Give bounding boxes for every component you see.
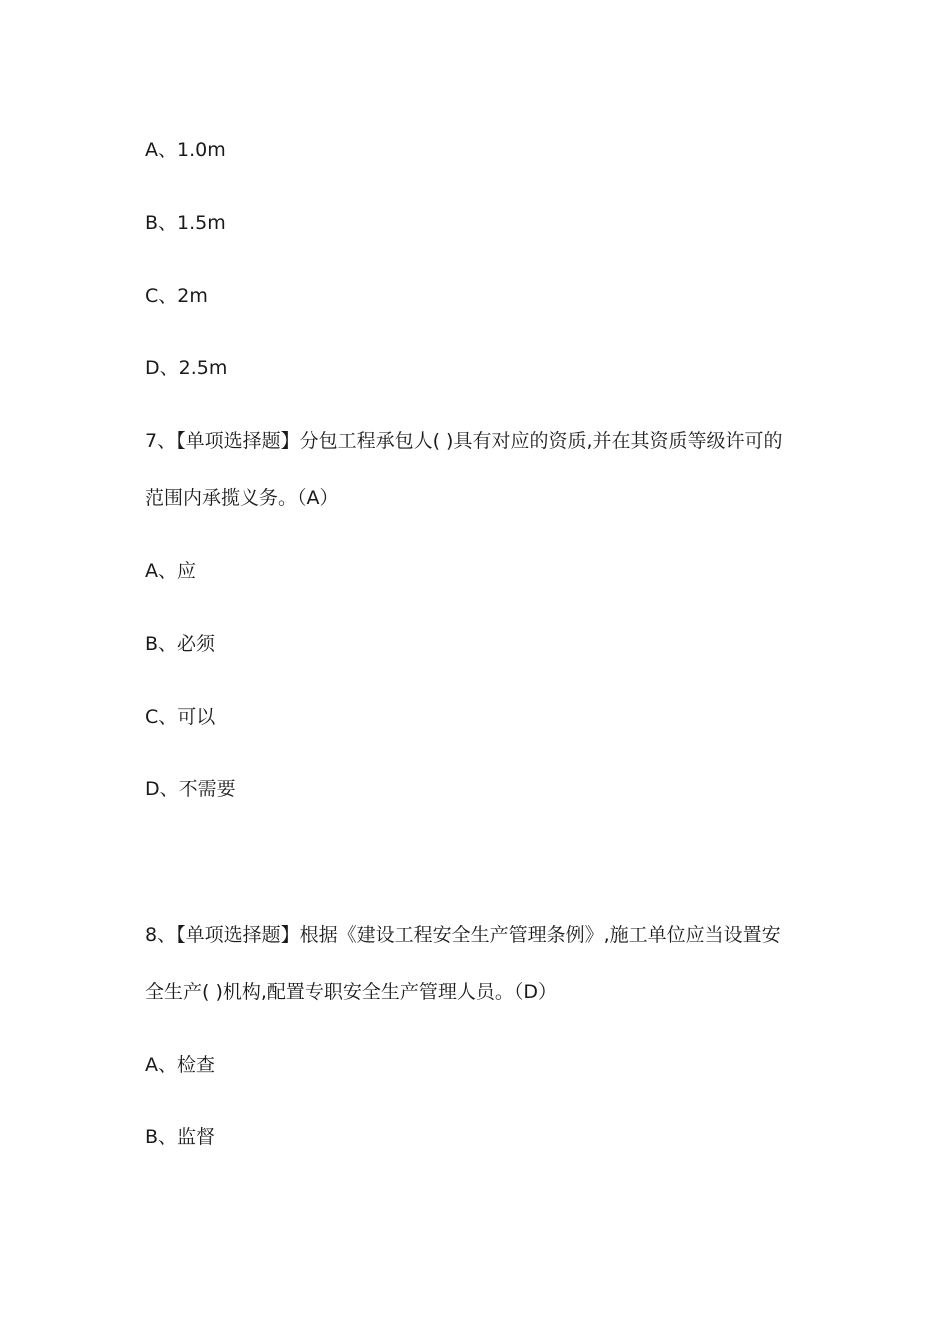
q7-question-line-1: 7、【单项选择题】分包工程承包人( )具有对应的资质,并在其资质等级许可的	[145, 430, 783, 452]
q6-option-b: B、1.5m	[145, 212, 226, 234]
q7-option-c: C、可以	[145, 706, 216, 728]
q6-option-c: C、2m	[145, 285, 208, 307]
q8-question-line-1: 8、【单项选择题】根据《建设工程安全生产管理条例》,施工单位应当设置安	[145, 924, 781, 946]
q8-option-a: A、检查	[145, 1054, 215, 1076]
q7-option-d: D、不需要	[145, 778, 236, 800]
q7-option-b: B、必须	[145, 633, 216, 655]
q7-question-line-2: 范围内承揽义务。（A）	[145, 487, 339, 509]
q6-option-a: A、1.0m	[145, 139, 226, 161]
q8-option-b: B、监督	[145, 1126, 216, 1148]
q6-option-d: D、2.5m	[145, 357, 228, 379]
q8-question-line-2: 全生产( )机构,配置专职安全生产管理人员。（D）	[145, 981, 558, 1003]
q7-option-a: A、应	[145, 560, 196, 582]
